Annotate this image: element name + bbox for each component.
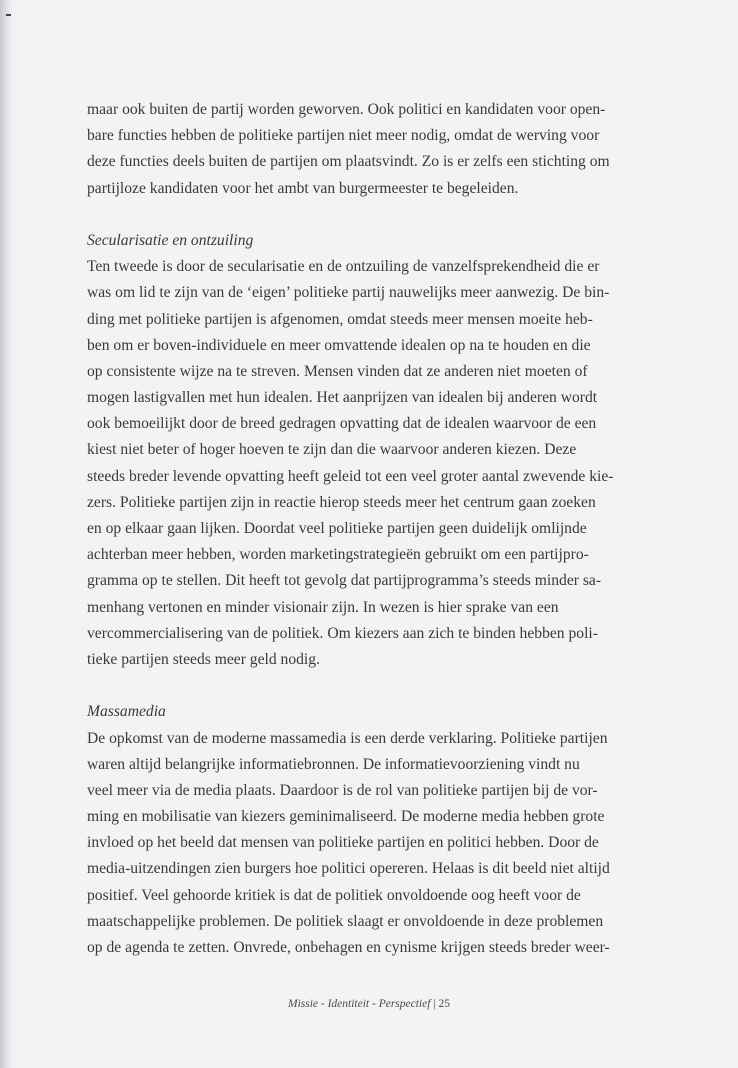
text-line: zers. Politieke partijen zijn in reactie hierop steeds meer het centrum gaan zoeken [87, 493, 596, 511]
page-footer [0, 998, 738, 1010]
footer-separator: | [430, 998, 439, 1010]
section-secularisatie [87, 228, 667, 673]
paragraph-intro [87, 97, 667, 202]
text-line: invloed op het beeld dat mensen van politieke partijen en politici hebben. Door de [87, 834, 599, 852]
text-line: was om lid te zijn van de ‘eigen’ politieke partij nauwelijks meer aanwezig. De bin- [87, 284, 610, 302]
text-line: De opkomst van de moderne massamedia is een derde verklaring. Politieke partijen [87, 729, 608, 747]
text-line: maar ook buiten de partij worden geworven. Ook politici en kandidaten voor open- [87, 101, 606, 118]
text-line: ming en mobilisatie van kiezers geminimaliseerd. De moderne media hebben grote [87, 808, 605, 826]
text-line: achterban meer hebben, worden marketingstrategieën gebruikt om een partijpro- [87, 546, 589, 564]
text-line: partijloze kandidaten voor het ambt van burgermeester te begeleiden. [87, 179, 519, 197]
text-line: vercommercialisering van de politiek. Om kiezers aan zich te binden hebben poli- [87, 624, 598, 642]
text-line: media-uitzendingen zien burgers hoe politici opereren. Helaas is dit beeld niet altijd [87, 860, 610, 878]
text-line: op de agenda te zetten. Onvrede, onbehagen en cynisme krijgen steeds breder weer- [87, 939, 610, 956]
text-line: veel meer via de media plaats. Daardoor is de rol van politieke partijen bij de vor- [87, 781, 598, 799]
text-line: menhang vertonen en minder visionair zijn. In wezen is hier sprake van een [87, 598, 559, 616]
text-line: maatschappelijke problemen. De politiek slaagt er onvoldoende in deze problemen [87, 912, 604, 930]
text-line: gramma op te stellen. Dit heeft tot gevolg dat partijprogramma’s steeds minder sa- [87, 572, 602, 590]
text-line: waren altijd belangrijke informatiebronnen. De informatievoorziening vindt nu [87, 755, 580, 773]
text-line: ben om er boven-individuele en meer omvattende idealen op na te houden en die [87, 336, 591, 354]
text-line: steeds breder levende opvatting heeft geleid tot een veel groter aantal zwevende kie- [87, 467, 614, 485]
text-line: ding met politieke partijen is afgenomen, omdat steeds meer mensen moeite heb- [87, 310, 593, 328]
page-number: 25 [438, 998, 450, 1010]
text-line: tieke partijen steeds meer geld nodig. [87, 650, 320, 668]
text-line: positief. Veel gehoorde kritiek is dat de politiek onvoldoende oog heeft voor de [87, 886, 581, 904]
text-line: mogen lastigvallen met hun idealen. Het aanprijzen van idealen bij anderen wordt [87, 389, 598, 407]
text-line: deze functies deels buiten de partijen om plaatsvindt. Zo is er zelfs een stichting om [87, 153, 610, 171]
corner-mark [6, 14, 11, 16]
footer-title: Missie - Identiteit - Perspectief [288, 998, 431, 1010]
section-massamedia [87, 699, 667, 961]
text-line: op consistente wijze na te streven. Mensen vinden dat ze anderen niet moeten of [87, 362, 588, 380]
text-line: ook bemoeilijkt door de breed gedragen opvatting dat de idealen waarvoor de een [87, 415, 597, 433]
text-line: Ten tweede is door de secularisatie en de ontzuiling de vanzelfsprekendheid die er [87, 258, 600, 276]
body-text [87, 97, 667, 961]
text-line: en op elkaar gaan lijken. Doordat veel politieke partijen geen duidelijk omlijnde [87, 520, 587, 537]
text-line: bare functies hebben de politieke partijen niet meer nodig, omdat de werving voor [87, 127, 600, 145]
text-line: kiest niet beter of hoger hoeven te zijn dan die waarvoor anderen kiezen. Deze [87, 441, 577, 459]
binding-edge [0, 0, 14, 1068]
section-heading: Secularisatie en ontzuiling [87, 231, 254, 249]
section-heading: Massamedia [87, 703, 166, 721]
